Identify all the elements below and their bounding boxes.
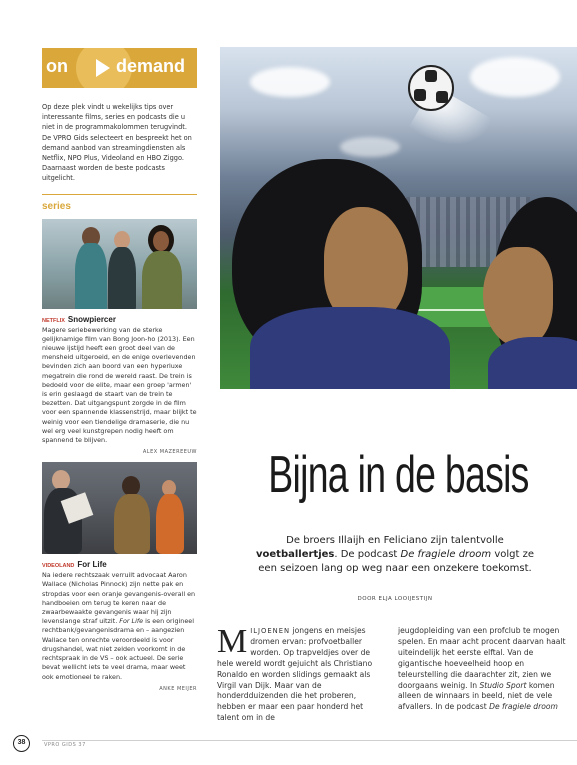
football-icon bbox=[408, 65, 454, 111]
banner-on: on bbox=[46, 56, 68, 76]
for-life-credit: ANKE MEIJER bbox=[159, 685, 197, 692]
footer-rule bbox=[42, 740, 577, 741]
series-heading: series bbox=[42, 200, 71, 212]
snowpiercer-title bbox=[42, 315, 197, 324]
play-icon bbox=[96, 59, 110, 77]
videoland-label: VIDEOLAND bbox=[42, 563, 75, 570]
section-divider bbox=[42, 194, 197, 195]
snowpiercer-credit: ALEX MAZEREEUW bbox=[142, 449, 197, 456]
article-column-1: MILJOENEN jongens en meisjes dromen ervan: profvoetballer worden. Op trapveldjes over de hele wereld wordt gejuicht als Christiano Ronaldo en worden slidings gemaakt als Virgil van Dijk. Maar van de honderdduizenden die het proberen, hebben er maar een paar honderd het talent om in de bbox=[217, 623, 373, 723]
footer-tag: VPRO GIDS 37 bbox=[44, 742, 86, 748]
article-deck: De broers Illaijh en Feliciano zijn talentvolle voetballertjes. De podcast De fragiele droom volgt ze een seizoen lang op weg naar een onzekere toekomst. bbox=[256, 535, 534, 574]
page-number: 38 bbox=[13, 735, 30, 752]
for-life-photo bbox=[42, 462, 197, 554]
for-life-review: Na iedere rechtszaak verruilt advocaat Aaron Wallace (Nicholas Pinnock) zijn nette pak en stropdas voor een oranje gevangenis-overall en handboeien om terug te keren naar de zwaarbewaakte gevangenis waar hij zijn levenslange straf uitzit. For Life is een origineel rechtbank/gevangenisdrama en – aangezien Wallace ten onrechte veroordeeld is voor drugshandel, wat niet zelden voorkomt in de rechtspraak in de VS – ook actueel. De serie bevat wellicht iets te veel drama, maar weet ook emotioneel te raken. bbox=[42, 571, 196, 681]
on-demand-banner bbox=[42, 48, 197, 88]
snowpiercer-name: Snowpiercer bbox=[67, 314, 116, 324]
for-life-name: For Life bbox=[77, 560, 107, 570]
hero-illustration bbox=[220, 47, 577, 389]
netflix-label: NETFLIX bbox=[42, 317, 65, 324]
for-life-title bbox=[42, 560, 197, 569]
banner-demand: demand bbox=[116, 56, 186, 76]
article-byline: DOOR ELJA LOOIJESTIJN bbox=[357, 596, 433, 602]
brother-left-shirt bbox=[250, 307, 450, 389]
article-headline: Bijna in de basis bbox=[268, 446, 529, 504]
drop-cap: M bbox=[217, 623, 248, 660]
article-column-2: jeugdopleiding van een profclub te mogen spelen. En maar acht procent daarvan haalt uiteindelijk het eerste elftal. Van de gigantische hoeveelheid hoop en teleurstelling die daarachter zit, zien we doorgaans weinig. In Studio Sport komen alleen de winnaars in beeld, niet de vele afvallers. In de podcast De fragiele droom bbox=[398, 626, 566, 712]
brother-right-shirt bbox=[488, 337, 577, 389]
on-demand-column bbox=[42, 48, 197, 692]
snowpiercer-photo bbox=[42, 219, 197, 309]
brother-right-face bbox=[483, 247, 553, 347]
on-demand-intro: Op deze plek vindt u wekelijks tips over interessante films, series en podcasts die u niet in de programmakolommen terugvindt. De VPRO Gids selecteert en bespreekt het on demand aanbod van streamingdiensten als Netflix, NPO Plus, Videoland en HBO Ziggo. Daarnaast worden de beste podcasts uitgelicht. bbox=[42, 103, 192, 183]
snowpiercer-review: Magere seriebewerking van de sterke gelijknamige film van Bong Joon-ho (2013). Een nieuwe ijstijd heeft een groot deel van de mensheid uitgeroeid, en de enige overlevenden bevinden zich aan boord van een hyperluxe megatrein die rond de wereld raast. De trein is bedoeld voor de elite, maar een groep 'armen' is erin geslaagd de staart van de trein te bezetten. Dat uitgangspunt zorgde in de film voor een spannende klassenstrijd, maar blijkt te weinig voor een tiendelige dramaserie, die nu wel erg veel kunstgrepen nodig heeft om spannend te blijven. bbox=[42, 325, 197, 445]
